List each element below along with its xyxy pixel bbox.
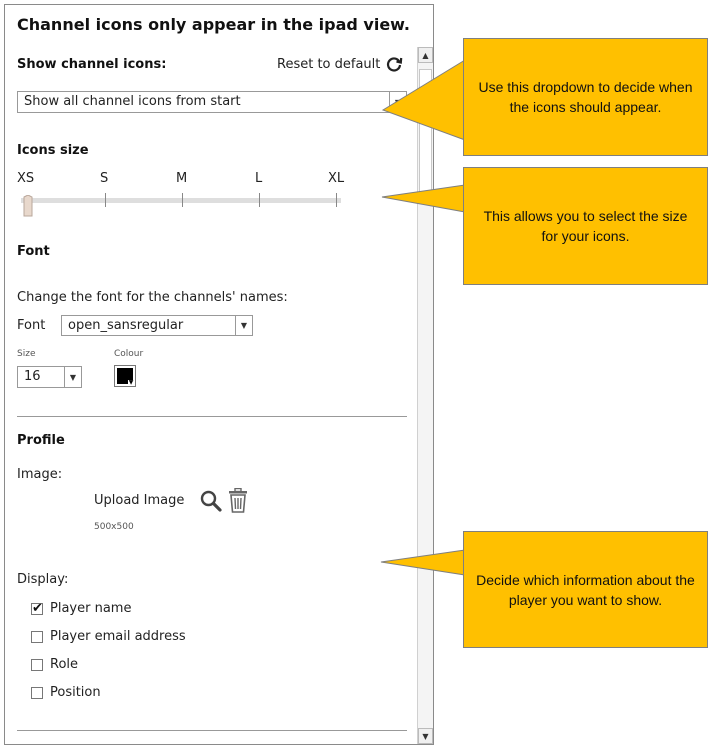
panel-title: Channel icons only appear in the ipad view. (17, 15, 411, 34)
callout-dropdown: Use this dropdown to decide when the icons should appear. (463, 38, 708, 156)
chevron-down-icon: ▼ (64, 367, 81, 387)
option-label: Position (50, 685, 101, 700)
size-tick-xl: XL (328, 171, 345, 186)
icons-dropdown-value: Show all channel icons from start (24, 94, 241, 109)
scroll-down-icon[interactable]: ▼ (418, 728, 433, 744)
callout-display: Decide which information about the player you want to show. (463, 531, 708, 648)
scroll-up-icon[interactable]: ▲ (418, 47, 433, 63)
size-tick-xs: XS (17, 171, 35, 186)
option-label: Player name (50, 601, 132, 616)
size-tick-l: L (255, 171, 263, 186)
display-label: Display: (17, 572, 69, 587)
size-tick-m: M (176, 171, 188, 186)
profile-heading: Profile (17, 433, 65, 448)
option-label: Player email address (50, 629, 186, 644)
upload-image-button[interactable]: Upload Image (94, 493, 185, 508)
callout-pointer-size (382, 185, 465, 212)
option-label: Role (50, 657, 79, 672)
upload-dimensions: 500x500 (94, 522, 134, 532)
chevron-down-icon: ▼ (235, 316, 252, 335)
size-label: Size (17, 349, 36, 359)
reset-label: Reset to default (277, 56, 381, 72)
size-tick-s: S (100, 171, 109, 186)
icons-size-label: Icons size (17, 143, 89, 158)
checkbox-checked[interactable]: ✔ (32, 600, 43, 616)
image-label: Image: (17, 467, 63, 482)
show-icons-label: Show channel icons: (17, 57, 167, 72)
callout-size: This allows you to select the size for your icons. (463, 167, 708, 285)
callout-pointer-dropdown (383, 60, 465, 140)
font-label: Font (17, 318, 46, 333)
font-change-label: Change the font for the channels' names: (17, 290, 288, 305)
font-size-value: 16 (24, 369, 41, 384)
font-select-value: open_sansregular (68, 318, 184, 333)
colour-label: Colour (114, 349, 144, 359)
font-heading: Font (17, 244, 50, 259)
chevron-down-icon: ▼ (128, 379, 134, 386)
callout-pointer-display (381, 550, 465, 575)
